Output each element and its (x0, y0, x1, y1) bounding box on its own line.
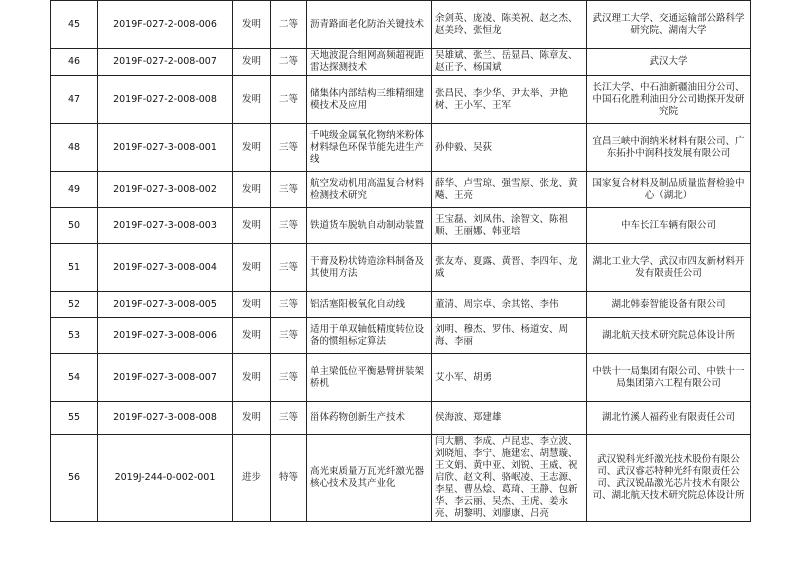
main-contributors-cell: 吴雄斌、张兰、岳显昌、陈章友、赵正予、杨国斌 (432, 49, 587, 76)
completing-units-cell: 湖北竹溪人福药业有限责任公司 (587, 402, 751, 435)
project-code-cell: 2019F-027-2-008-007 (98, 49, 233, 76)
award-type-cell: 发明 (233, 402, 271, 435)
main-contributors-cell: 刘明、穆杰、罗伟、杨道安、周海、李丽 (432, 318, 587, 354)
main-contributors-cell: 张友寿、夏露、黄晋、李四年、龙威 (432, 244, 587, 292)
award-type-cell: 发明 (233, 172, 271, 208)
table-row (51, 318, 751, 354)
award-type-cell: 发明 (233, 49, 271, 76)
award-type-cell: 发明 (233, 1, 271, 49)
completing-units-cell: 长江大学、中石油新疆油田分公司、中国石化胜利油田分公司勘探开发研究院 (587, 76, 751, 124)
project-name-cell: 储集体内部结构三维精细建模技术及应用 (307, 76, 432, 124)
table-row (51, 402, 751, 435)
project-code-cell: 2019J-244-0-002-001 (98, 435, 233, 522)
awards-table-body (51, 1, 751, 522)
table-row (51, 208, 751, 244)
project-code-cell: 2019F-027-3-008-008 (98, 402, 233, 435)
row-number-cell: 50 (51, 208, 98, 244)
row-number-cell: 56 (51, 435, 98, 522)
row-number-cell: 53 (51, 318, 98, 354)
row-number-cell: 51 (51, 244, 98, 292)
project-code-cell: 2019F-027-3-008-001 (98, 124, 233, 172)
main-contributors-cell: 艾小军、胡勇 (432, 354, 587, 402)
completing-units-cell: 湖北韩泰智能设备有限公司 (587, 292, 751, 318)
table-row (51, 124, 751, 172)
main-contributors-cell: 张昌民、李少华、尹太举、尹艳树、王小军、王军 (432, 76, 587, 124)
award-type-cell: 发明 (233, 292, 271, 318)
completing-units-cell: 湖北工业大学、武汉市四友新材料开发有限责任公司 (587, 244, 751, 292)
row-number-cell: 49 (51, 172, 98, 208)
completing-units-cell: 武汉大学 (587, 49, 751, 76)
row-number-cell: 47 (51, 76, 98, 124)
award-level-cell: 三等 (271, 402, 307, 435)
award-type-cell: 发明 (233, 318, 271, 354)
row-number-cell: 48 (51, 124, 98, 172)
completing-units-cell: 武汉理工大学、交通运输部公路科学研究院、湖南大学 (587, 1, 751, 49)
award-level-cell: 三等 (271, 318, 307, 354)
award-level-cell: 二等 (271, 76, 307, 124)
main-contributors-cell: 侯海波、郑建雄 (432, 402, 587, 435)
award-type-cell: 发明 (233, 354, 271, 402)
award-type-cell: 发明 (233, 208, 271, 244)
completing-units-cell: 宜昌三峡中润纳米材料有限公司、广东拓扑中润科技发展有限公司 (587, 124, 751, 172)
project-code-cell: 2019F-027-3-008-003 (98, 208, 233, 244)
project-code-cell: 2019F-027-2-008-008 (98, 76, 233, 124)
row-number-cell: 52 (51, 292, 98, 318)
project-name-cell: 甾体药物创新生产技术 (307, 402, 432, 435)
project-code-cell: 2019F-027-3-008-007 (98, 354, 233, 402)
award-level-cell: 三等 (271, 292, 307, 318)
table-row (51, 172, 751, 208)
table-row (51, 76, 751, 124)
award-level-cell: 特等 (271, 435, 307, 522)
project-name-cell: 沥青路面老化防治关键技术 (307, 1, 432, 49)
award-level-cell: 三等 (271, 208, 307, 244)
project-name-cell: 铁道货车脱轨自动制动装置 (307, 208, 432, 244)
completing-units-cell: 中车长江车辆有限公司 (587, 208, 751, 244)
project-code-cell: 2019F-027-3-008-005 (98, 292, 233, 318)
main-contributors-cell: 薛华、卢雪琼、强雪原、张龙、黄飚、王亮 (432, 172, 587, 208)
project-name-cell: 航空发动机用高温复合材料检测技术研究 (307, 172, 432, 208)
completing-units-cell: 国家复合材料及制品质量监督检验中心（湖北） (587, 172, 751, 208)
award-type-cell: 发明 (233, 244, 271, 292)
table-row (51, 292, 751, 318)
table-row (51, 49, 751, 76)
award-level-cell: 二等 (271, 1, 307, 49)
awards-table (50, 0, 751, 522)
project-code-cell: 2019F-027-3-008-004 (98, 244, 233, 292)
main-contributors-cell: 孙仲毅、吴荻 (432, 124, 587, 172)
completing-units-cell: 湖北航天技术研究院总体设计所 (587, 318, 751, 354)
project-name-cell: 高光束质量万瓦光纤激光器核心技术及其产业化 (307, 435, 432, 522)
main-contributors-cell: 王宝磊、刘凤伟、涂智文、陈祖顺、王丽娜、韩亚培 (432, 208, 587, 244)
project-name-cell: 干膏及粉状铸造涂料制备及其使用方法 (307, 244, 432, 292)
row-number-cell: 54 (51, 354, 98, 402)
project-code-cell: 2019F-027-3-008-002 (98, 172, 233, 208)
project-name-cell: 适用于单双轴低精度转位设备的惯组标定算法 (307, 318, 432, 354)
main-contributors-cell: 余剑英、庞凌、陈美祝、赵之杰、赵美玲、张恒龙 (432, 1, 587, 49)
project-code-cell: 2019F-027-2-008-006 (98, 1, 233, 49)
project-name-cell: 千吨级金属氧化物纳米粉体材料绿色环保节能先进生产线 (307, 124, 432, 172)
table-row (51, 435, 751, 522)
completing-units-cell: 武汉锐科光纤激光技术股份有限公司、武汉睿芯特种光纤有限责任公司、武汉锐晶激光芯片技术有限公司、湖北航天技术研究院总体设计所 (587, 435, 751, 522)
row-number-cell: 45 (51, 1, 98, 49)
main-contributors-cell: 董清、周宗卓、余其铭、李伟 (432, 292, 587, 318)
project-name-cell: 天地波混合组网高频超视距雷达探测技术 (307, 49, 432, 76)
award-level-cell: 三等 (271, 124, 307, 172)
main-contributors-cell: 闫大鹏、李成、卢昆忠、李立波、刘晓旭、李宁、施建宏、胡慧璇、王文娟、黄中亚、刘锐、王威、祝启欣、赵文利、骆岷凌、王志源、李星、曹丛烩、葛琦、王静、包新华、李云丽、吴杰、王虎、姜永亮、胡黎明、刘廖康、吕亮 (432, 435, 587, 522)
project-code-cell: 2019F-027-3-008-006 (98, 318, 233, 354)
award-level-cell: 二等 (271, 49, 307, 76)
row-number-cell: 46 (51, 49, 98, 76)
award-level-cell: 三等 (271, 354, 307, 402)
table-row (51, 244, 751, 292)
award-level-cell: 三等 (271, 244, 307, 292)
project-name-cell: 铝活塞阳极氧化自动线 (307, 292, 432, 318)
award-level-cell: 三等 (271, 172, 307, 208)
completing-units-cell: 中铁十一局集团有限公司、中铁十一局集团第六工程有限公司 (587, 354, 751, 402)
project-name-cell: 单主梁低位平衡悬臂拼装架桥机 (307, 354, 432, 402)
table-row (51, 1, 751, 49)
award-type-cell: 发明 (233, 76, 271, 124)
award-type-cell: 发明 (233, 124, 271, 172)
table-row (51, 354, 751, 402)
row-number-cell: 55 (51, 402, 98, 435)
award-type-cell: 进步 (233, 435, 271, 522)
